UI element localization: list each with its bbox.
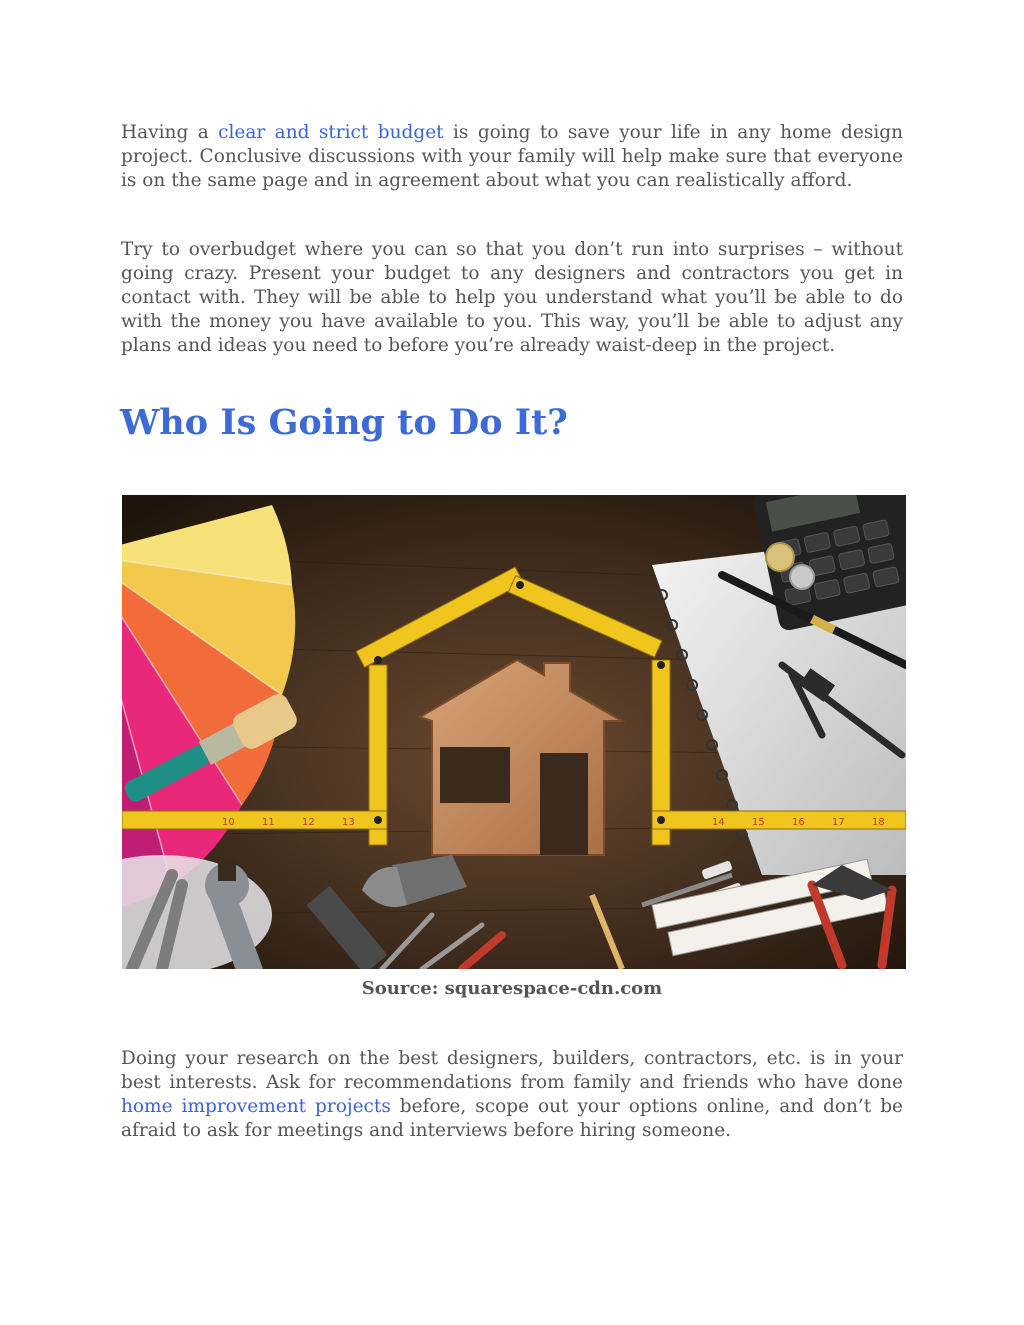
ruler-number: 15 — [752, 817, 765, 828]
paragraph-overbudget: Try to overbudget where you can so that you don’t run into surprises – without going crazy. Present your budget to any designers and contractors you get in contact with. They will be able to help you understand what you’ll be able to do with the money you have available to you. This way, you’ll be able to adjust any plans and ideas you need to before you’re already waist-deep in the project. — [121, 239, 903, 356]
illustration-svg — [122, 495, 906, 969]
paragraph-research — [121, 1047, 903, 1143]
ruler-number: 10 — [222, 817, 235, 828]
ruler-number: 17 — [832, 817, 845, 828]
link-home-improvement-projects[interactable]: home improvement projects — [121, 1096, 391, 1117]
section-heading: Who Is Going to Do It? — [120, 402, 568, 443]
ruler-number: 11 — [262, 817, 275, 828]
ruler-number: 12 — [302, 817, 315, 828]
ruler-number: 18 — [872, 817, 885, 828]
image-caption: Source: squarespace-cdn.com — [361, 978, 663, 999]
ruler-number: 14 — [712, 817, 725, 828]
ruler-number: 13 — [342, 817, 355, 828]
paragraph-budget — [121, 121, 903, 193]
paragraph-text: Doing your research on the best designers, builders, contractors, etc. is in your best interests. Ask for recommendations from family and friends who have done — [121, 1048, 903, 1093]
link-clear-and-strict-budget[interactable]: clear and strict budget — [218, 122, 444, 143]
paragraph-text: is going to save your life in any home design project. Conclusive discussions with your family will help make sure that everyone is on the same page and in agreement about what you can realistically afford. — [121, 122, 903, 191]
paragraph-text: Having a — [121, 122, 219, 143]
ruler-number: 16 — [792, 817, 805, 828]
home-design-tools-image — [122, 495, 906, 969]
paragraph-text: before, scope out your options online, and don’t be afraid to ask for meetings and interviews before hiring someone. — [121, 1096, 903, 1141]
